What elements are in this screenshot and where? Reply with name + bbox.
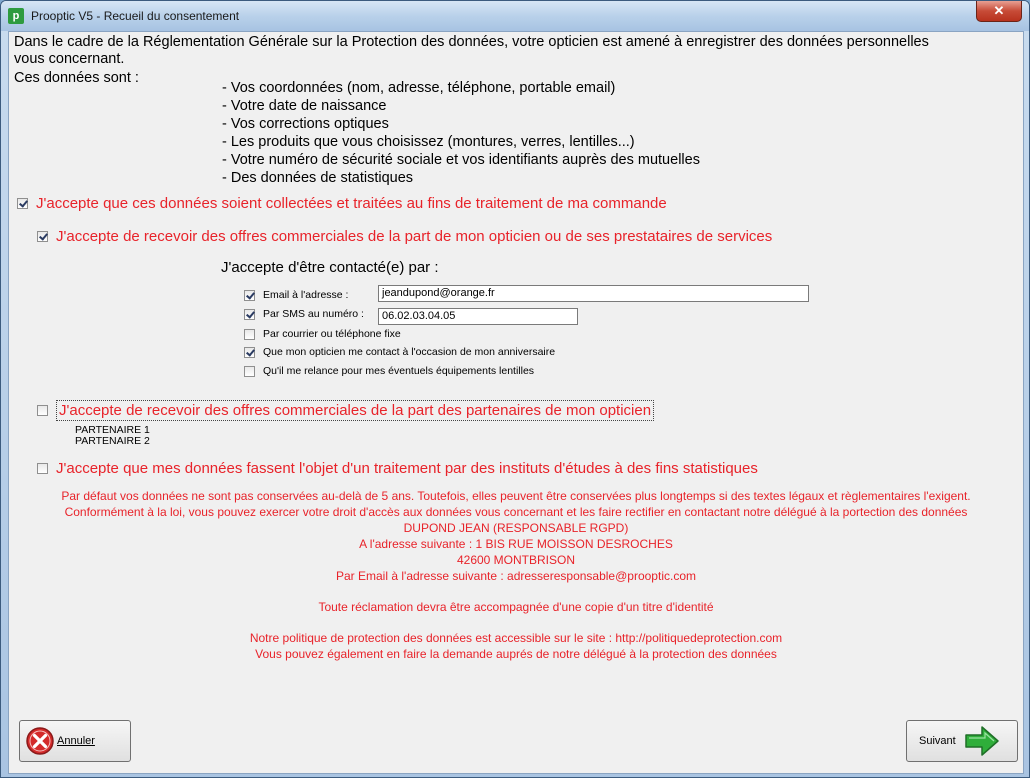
next-label: Suivant bbox=[919, 735, 956, 747]
lenses-checkbox[interactable] bbox=[244, 366, 255, 377]
contact-lenses-option[interactable] bbox=[244, 365, 534, 377]
list-item: - Des données de statistiques bbox=[222, 170, 414, 186]
contact-mail-phone-option[interactable] bbox=[244, 328, 401, 340]
list-item: PARTENAIRE 1 bbox=[75, 424, 150, 436]
app-logo-icon: p bbox=[8, 8, 24, 24]
order-processing-label: J'accepte que ces données soient collectées et traitées au fins de traitement de ma commande bbox=[36, 195, 667, 212]
arrow-right-icon bbox=[964, 725, 1000, 757]
legal-line: Par défaut vos données ne sont pas conservées au-delà de 5 ans. Toutefois, elles peuvent être conservées plus longtemps si des textes légaux et règlementaires l'exigent. bbox=[61, 489, 971, 503]
consent-form bbox=[8, 31, 1024, 774]
email-label: Email à l'adresse : bbox=[263, 289, 349, 301]
legal-line: 42600 MONTBRISON bbox=[456, 553, 576, 567]
legal-line: A l'adresse suivante : 1 BIS RUE MOISSON DESROCHES bbox=[359, 537, 673, 551]
title-bar[interactable] bbox=[1, 1, 1029, 31]
list-item: PARTENAIRE 2 bbox=[75, 435, 150, 447]
email-field[interactable]: jeandupond@orange.fr bbox=[378, 285, 809, 302]
cancel-label: Annuler bbox=[57, 735, 95, 747]
data-list-label: Ces données sont : bbox=[14, 70, 139, 86]
legal-notice bbox=[9, 488, 1023, 662]
birthday-label: Que mon opticien me contact à l'occasion de mon anniversaire bbox=[263, 346, 556, 358]
list-item: - Les produits que vous choisissez (montures, verres, lentilles...) bbox=[222, 134, 635, 150]
id-notice: Toute réclamation devra être accompagnée d'une copie d'un titre d'identité bbox=[318, 600, 714, 614]
consent-optician-offers[interactable] bbox=[37, 228, 772, 245]
cancel-button[interactable] bbox=[19, 720, 131, 762]
list-item: - Vos corrections optiques bbox=[222, 116, 389, 132]
partner-list bbox=[75, 425, 150, 447]
policy-line: Notre politique de protection des données est accessible sur le site : http://politiquedeprotection.com bbox=[249, 631, 783, 645]
legal-line: Par Email à l'adresse suivante : adresseresponsable@prooptic.com bbox=[336, 569, 696, 583]
optician-offers-label: J'accepte de recevoir des offres commerciales de la part de mon opticien ou de ses prestataires de services bbox=[56, 228, 773, 245]
next-button[interactable] bbox=[906, 720, 1018, 762]
cancel-x-icon bbox=[25, 726, 55, 756]
list-item: - Vos coordonnées (nom, adresse, téléphone, portable email) bbox=[222, 80, 616, 96]
order-processing-checkbox[interactable] bbox=[17, 198, 28, 209]
legal-line: Conformément à la loi, vous pouvez exercer votre droit d'accès aux données vous concernant et les faire rectifier en contactant notre délégué à la portection des données bbox=[64, 505, 968, 519]
statistics-label: J'accepte que mes données fassent l'objet d'un traitement par des instituts d'études à des fins statistiques bbox=[56, 460, 758, 477]
partner-offers-checkbox[interactable] bbox=[37, 405, 48, 416]
list-item: - Votre numéro de sécurité sociale et vos identifiants auprès des mutuelles bbox=[222, 152, 700, 168]
policy-line: Vous pouvez également en faire la demande auprés de notre délégué à la protection des données bbox=[255, 647, 777, 661]
intro-text: Dans le cadre de la Réglementation Générale sur la Protection des données, votre opticien est amené à enregistrer des données personnelles vous concernant. bbox=[14, 34, 929, 67]
mail-phone-label: Par courrier ou téléphone fixe bbox=[263, 328, 401, 340]
legal-line: DUPOND JEAN (RESPONSABLE RGPD) bbox=[403, 521, 629, 535]
mail-phone-checkbox[interactable] bbox=[244, 329, 255, 340]
email-checkbox[interactable] bbox=[244, 290, 255, 301]
birthday-checkbox[interactable] bbox=[244, 347, 255, 358]
data-list bbox=[222, 79, 700, 187]
contact-email-option[interactable] bbox=[244, 289, 348, 301]
sms-label: Par SMS au numéro : bbox=[263, 308, 364, 320]
close-button[interactable]: ✕ bbox=[976, 1, 1022, 22]
contact-birthday-option[interactable] bbox=[244, 346, 555, 358]
consent-partner-offers[interactable] bbox=[37, 400, 654, 421]
statistics-checkbox[interactable] bbox=[37, 463, 48, 474]
partner-offers-label: J'accepte de recevoir des offres commerciales de la part des partenaires de mon opticien bbox=[56, 400, 654, 421]
sms-checkbox[interactable] bbox=[244, 309, 255, 320]
contact-sms-option[interactable] bbox=[244, 308, 364, 320]
sms-number-field[interactable]: 06.02.03.04.05 bbox=[378, 308, 578, 325]
optician-offers-checkbox[interactable] bbox=[37, 231, 48, 242]
lenses-label: Qu'il me relance pour mes éventuels équipements lentilles bbox=[263, 365, 535, 377]
list-item: - Votre date de naissance bbox=[222, 98, 387, 114]
window-title: Prooptic V5 - Recueil du consentement bbox=[31, 9, 240, 23]
consent-order-processing[interactable] bbox=[17, 195, 667, 212]
contact-title: J'accepte d'être contacté(e) par : bbox=[221, 259, 439, 276]
consent-statistics[interactable] bbox=[37, 460, 758, 477]
